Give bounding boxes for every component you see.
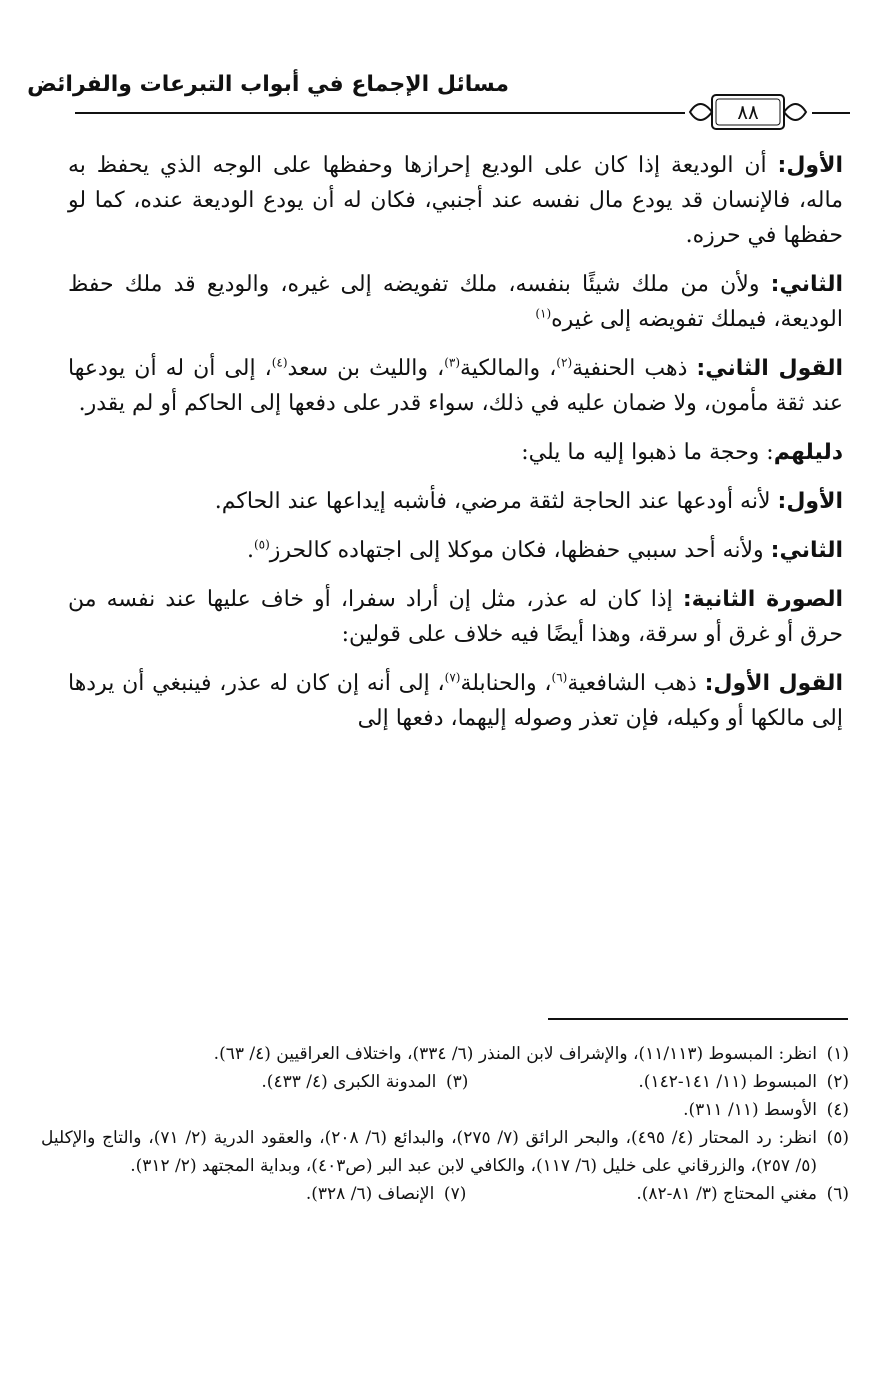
footnote: (٢) المبسوط (١١/ ١٤١-١٤٢).	[638, 1072, 849, 1092]
footnote: (٤) الأوسط (١١/ ٣١١).	[683, 1100, 849, 1120]
footnote: (٦) مغني المحتاج (٣/ ٨١-٨٢).	[636, 1184, 849, 1204]
footnotes	[41, 1040, 849, 1208]
paragraph: الأول: أن الوديعة إذا كان على الوديع إحرازها وحفظها على الوجه الذي يحفظ به ماله، فالإنسان قد يودع مال نفسه عند أجنبي، فكان له أن يودع الوديعة عنده، كما لو حفظها في حرزه.	[68, 153, 843, 248]
paragraph: دليلهم: وحجة ما ذهبوا إليه ما يلي:	[521, 440, 843, 465]
footnote-ref: (٧)	[444, 670, 461, 685]
paragraph: القول الأول: ذهب الشافعية$^{(٦)}$، والحنابلة$^{(٧)}$، إلى أنه إن كان له عذر، فينبغي أن يردها إلى مالكها أو وكيله، فإن تعذر وصوله إليهما، دفعها إلى	[68, 670, 843, 731]
page-number: ٨٨	[737, 100, 759, 124]
paragraph: الصورة الثانية: إذا كان له عذر، مثل إن أراد سفرا، أو خاف عليها عند نفسه من حرق أو غرق أو سرقة، وهذا أيضًا فيه خلاف على قولين:	[68, 587, 843, 647]
paragraph-lead: دليلهم	[773, 440, 843, 465]
footnote: (٥) انظر: رد المحتار (٤/ ٤٩٥)، والبحر الرائق (٧/ ٢٧٥)، والبدائع (٦/ ٢٠٨)، والعقود الدرية (٢/ ٧١)، والتاج والإكليل (٥/ ٢٥٧)، والزرقاني على خليل (٦/ ١١٧)، والكافي لابن عبد البر (ص٤٠٣)، وبداية المجتهد (٢/ ٣١٢).	[41, 1128, 849, 1176]
footnote-ref: (٤)	[271, 355, 288, 370]
footnote: (٣) المدونة الكبرى (٤/ ٤٣٣).	[261, 1072, 469, 1092]
footnote-row	[41, 1180, 849, 1208]
footnote: (٧) الإنصاف (٦/ ٣٢٨).	[305, 1184, 467, 1204]
footnote-row	[41, 1068, 849, 1096]
running-header-title: مسائل الإجماع في أبواب التبرعات والفرائض	[27, 72, 509, 97]
footnote: (١) انظر: المبسوط (١١/١١٣)، والإشراف لابن المنذر (٦/ ٣٣٤)، واختلاف العراقيين (٤/ ٦٣).	[213, 1044, 849, 1064]
main-text	[68, 148, 843, 750]
paragraph: الثاني: ولأنه أحد سببي حفظها، فكان موكلا إلى اجتهاده كالحرز$^{(٥)}$.	[246, 537, 843, 563]
header-rule-right	[812, 112, 850, 114]
header-rule	[75, 112, 685, 114]
paragraph-lead: الأول:	[777, 153, 843, 178]
footnote-ref: (٥)	[253, 537, 270, 552]
paragraph-lead: الثاني:	[770, 538, 843, 563]
paragraph-lead: الثاني:	[770, 272, 843, 297]
footnote-ref: (٢)	[556, 355, 573, 370]
paragraph-lead: الأول:	[777, 489, 843, 514]
footnote-ref: (٦)	[551, 670, 568, 685]
paragraph-lead: القول الأول:	[704, 671, 843, 696]
paragraph: الثاني: ولأن من ملك شيئًا بنفسه، ملك تفويضه إلى غيره، والوديع قد ملك حفظ الوديعة، فيملك تفويضه إلى غيره$^{(١)}$	[68, 272, 843, 332]
paragraph-lead: القول الثاني:	[696, 356, 843, 381]
footnote-ref: (٣)	[444, 355, 461, 370]
paragraph: القول الثاني: ذهب الحنفية$^{(٢)}$، والمالكية$^{(٣)}$، والليث بن سعد$^{(٤)}$، إلى أن له أن يودعها عند ثقة مأمون، ولا ضمان عليه في ذلك، سواء قدر على دفعها إلى الحاكم أو لم يقدر.	[68, 355, 843, 416]
footnote-separator	[548, 1018, 848, 1020]
paragraph-lead: الصورة الثانية:	[682, 587, 843, 612]
paragraph: الأول: لأنه أودعها عند الحاجة لثقة مرضي، فأشبه إيداعها عند الحاكم.	[214, 489, 843, 514]
footnote-ref: (١)	[535, 306, 552, 321]
